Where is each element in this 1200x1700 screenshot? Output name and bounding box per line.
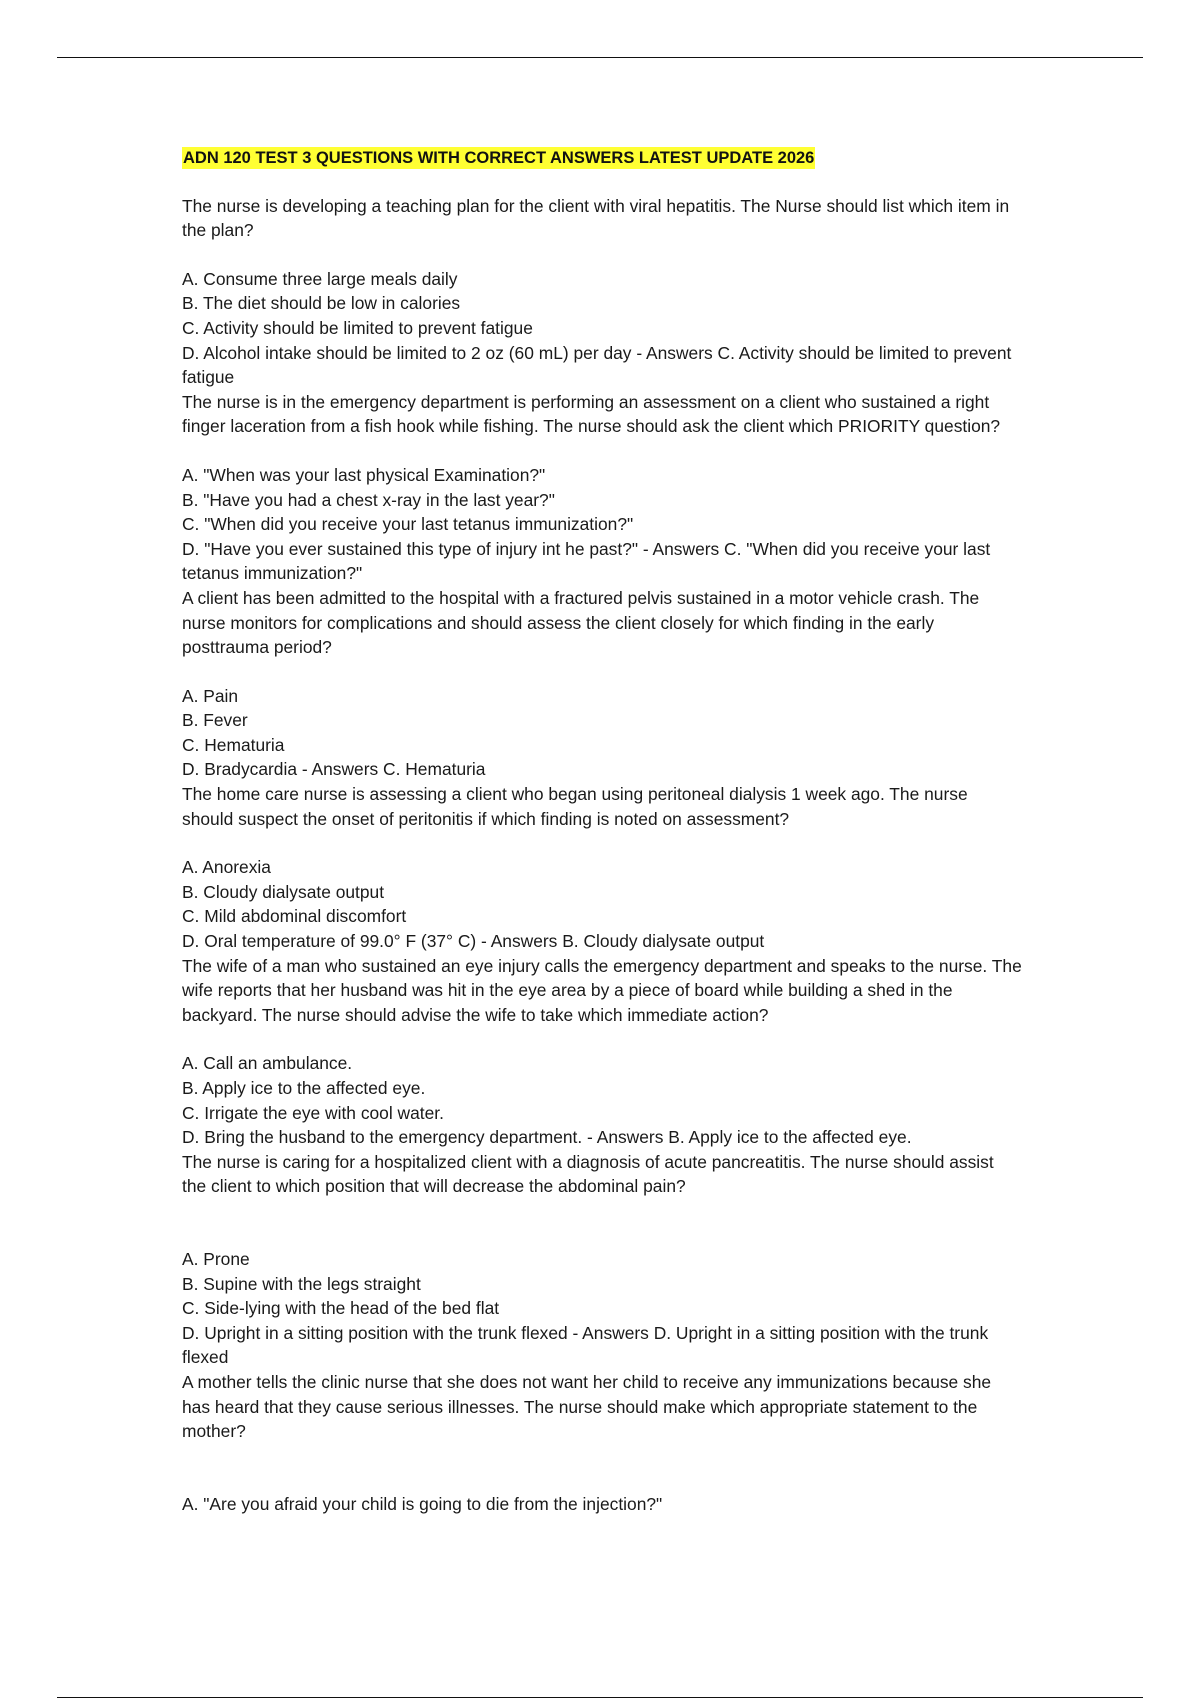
answer-option: D. Alcohol intake should be limited to 2 oz (60 mL) per day - Answers C. Activity should be limited to prevent fatigue [182, 342, 1012, 388]
bottom-rule [57, 1697, 1143, 1698]
answer-option: B. Fever [182, 710, 248, 731]
answer-option: C. Mild abdominal discomfort [182, 906, 407, 927]
answer-option: D. Upright in a sitting position with the trunk flexed - Answers D. Upright in a sitting position with the trunk flexed [182, 1322, 989, 1368]
answer-option: A. Pain [182, 685, 239, 706]
question-stem: The home care nurse is assessing a client who began using peritoneal dialysis 1 week ago. The nurse should suspect the onset of peritonitis if which finding is noted on assessment? [182, 784, 968, 829]
question-6 [182, 1150, 1022, 1370]
top-rule [57, 57, 1143, 58]
answer-option: C. Activity should be limited to prevent fatigue [182, 317, 533, 338]
question-4 [182, 782, 1022, 954]
answer-option: C. Irrigate the eye with cool water. [182, 1102, 444, 1123]
question-7 [182, 1370, 1022, 1516]
question-stem: The nurse is in the emergency department is performing an assessment on a client who sustained a right finger laceration from a fish hook while fishing. The nurse should ask the client which PRIORITY question? [182, 391, 1001, 437]
answer-option: B. Cloudy dialysate output [182, 881, 385, 902]
question-stem: The nurse is caring for a hospitalized client with a diagnosis of acute pancreatitis. The nurse should assist the client to which position that will decrease the abdominal pain? [182, 1151, 994, 1197]
document-body [182, 145, 1022, 1516]
answer-option: C. "When did you receive your last tetanus immunization?" [182, 514, 634, 535]
answer-option: A. Prone [182, 1248, 250, 1269]
answer-option: B. Supine with the legs straight [182, 1273, 421, 1294]
question-3 [182, 586, 1022, 782]
question-2 [182, 390, 1022, 586]
answer-option: A. "When was your last physical Examination?" [182, 464, 546, 485]
answer-option: C. Side-lying with the head of the bed flat [182, 1298, 500, 1319]
question-5 [182, 954, 1022, 1150]
answer-option: D. Oral temperature of 99.0° F (37° C) - Answers B. Cloudy dialysate output [182, 931, 765, 952]
answer-option: B. "Have you had a chest x-ray in the last year?" [182, 489, 555, 510]
question-stem: A client has been admitted to the hospital with a fractured pelvis sustained in a motor vehicle crash. The nurse monitors for complications and should assess the client closely for which finding in the early posttrauma period? [182, 587, 980, 658]
answer-option: D. Bradycardia - Answers C. Hematuria [182, 759, 486, 780]
answer-option: B. The diet should be low in calories [182, 293, 461, 314]
answer-option: B. Apply ice to the affected eye. [182, 1078, 426, 1098]
question-stem: The nurse is developing a teaching plan for the client with viral hepatitis. The Nurse should list which item in the plan? [182, 195, 1010, 241]
answer-option: D. Bring the husband to the emergency department. - Answers B. Apply ice to the affected eye. [182, 1127, 912, 1148]
answer-option: C. Hematuria [182, 734, 285, 755]
question-stem: The wife of a man who sustained an eye injury calls the emergency department and speaks to the nurse. The wife reports that her husband was hit in the eye area by a piece of board while building a shed in the backyard. The nurse should advise the wife to take which immediate action? [182, 955, 1022, 1025]
question-stem: A mother tells the clinic nurse that she does not want her child to receive any immunizations because she has heard that they cause serious illnesses. The nurse should make which appropriate statement to the mother? [182, 1371, 992, 1442]
answer-option: D. "Have you ever sustained this type of injury int he past?" - Answers C. "When did you receive your last tetanus immunization?" [182, 538, 991, 584]
document-title: ADN 120 TEST 3 QUESTIONS WITH CORRECT ANSWERS LATEST UPDATE 2026 [183, 149, 815, 167]
answer-option: A. Call an ambulance. [182, 1053, 353, 1074]
answer-option: A. "Are you afraid your child is going to die from the injection?" [182, 1493, 663, 1514]
question-1 [182, 194, 1022, 390]
answer-option: A. Anorexia [182, 857, 271, 878]
answer-option: A. Consume three large meals daily [182, 268, 458, 289]
